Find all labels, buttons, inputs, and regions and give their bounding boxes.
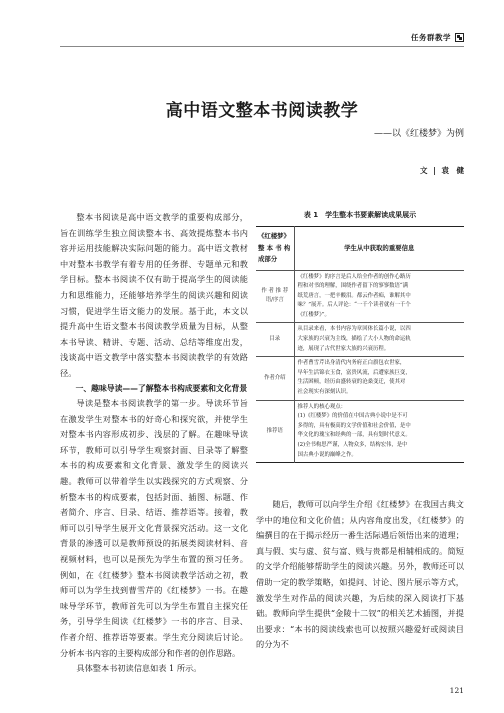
article-author: 文 | 袁 健 (420, 166, 464, 175)
table-row-info: 从目录来看，本书内容为章回体长篇小说，以四 大家族的兴衰为主线，描绘了大小人物的命运轨 迹，展现了古代世家大族的兴衰历程。 (294, 323, 464, 357)
body-paragraph: 整本书阅读是高中语文教学的重要构成部分，旨在训练学生独立阅读整本书、高效提炼整本书内容并运用技能解决实际问题的能力。高中语文教材中对整本书教学有着专用的任务群、专题单元和教学目标。整本书阅读不仅有助于提高学生的阅读能力和思维能力，还能够培养学生的阅读兴趣和阅读习惯，促进学生语文能力的发展。基于此，本文以提升高中生语文整本书阅读教学质量为目标，从整本书导读、精讲、专题、活动、总结等维度出发，浅谈高中语文教学中落实整本书阅读教学的有效路径。 (60, 212, 248, 378)
table-row (256, 357, 464, 400)
table-row-label: 作者介绍 (256, 357, 294, 400)
table-row (256, 400, 464, 463)
header-divider (60, 46, 464, 47)
table-row-info: 作者曹雪芹出身清代内务府正白旗包衣世家， 早年生活锦衣玉食，富贵风流，后遭家族巨变， 生活困顿，经历由盛转衰的沧桑变迁，使其对 社会现实有深刻认识。 (294, 357, 464, 400)
table-header-row (256, 227, 464, 271)
article-subtitle: ——以《红楼梦》为例 (373, 129, 464, 139)
table-row-label: 目录 (256, 323, 294, 357)
table-row-label: 作 者 推 荐 语/序言 (256, 270, 294, 323)
body-paragraph: 具体整本书初读信息如表 1 所示。 (76, 663, 202, 674)
section-heading: 一、趣味导读——了解整本书构成要素和文化背景 (75, 383, 248, 393)
table-header-left: 《红楼梦》 整 本 书 构 成部分 (256, 227, 294, 271)
body-paragraph: 导读是整本书阅读教学的第一步。导读环节旨在激发学生对整本书的好奇心和探究欲，并使学生对整本书内容形成初步、浅层的了解。在趣味导读环节，教师可以引导学生观察封面、目录等了解整本书的构成要素和文化背景、激发学生的阅读兴趣。教师可以带着学生以实践探究的方式观察、分析整本书的构成要素，包括封面、插图、标题、作者简介、序言、目录、结语、推荐语等。接着，教师可以引导学生展开文化背景探究活动。这一文化背景的渗透可以是教师预设的拓展类阅读材料、音视频材料，也可以是预先为学生布置的预习任务。例如，在《红楼梦》整本书阅读教学活动之初，教师可以为学生找到曹雪芹的《红楼梦》一书。在趣味导学环节，教师首先可以为学生布置自主探究任务，引导学生阅读《红楼梦》一书的序言、目录、作者介绍、推荐语等要素。学生充分阅读后讨论。分析本书内容的主要构成部分和作者的创作思路。 (60, 398, 248, 658)
table-row-info: 《红楼梦》的序言是后人给全作者的创作心路历 程和对书的理解，围绕作者留下的寥寥数语“满 纸荒唐言，一把辛酸泪。都云作者痴，谁解其中 味？”展开。后人评论：“一千个读者就有一千个 《红楼梦》”。 (294, 270, 464, 323)
section-label: 任务群教学 (411, 33, 451, 42)
left-column (60, 210, 248, 677)
right-column (256, 497, 464, 653)
book-section-icon (455, 33, 464, 42)
table-caption: 表 1 学生整本书要素解读成果展示 (303, 211, 417, 219)
article-title: 高中语文整本书阅读教学 (165, 101, 359, 121)
page-number: 121 (449, 686, 464, 695)
body-paragraph: 随后，教师可以向学生介绍《红楼梦》在我国古典文学中的地位和文化价值；从内容角度出发，《红楼梦》的编撰目的在于揭示经历一番生活际遇后领悟出来的道理；真与假、实与虚、贫与富、贱与贵都是相辅相成的。简短的文学介绍能够帮助学生的阅读兴趣。另外，教师还可以借助一定的教学策略，如提问、讨论、图片展示等方式，激发学生对作品的阅读兴趣，为后续的深入阅读打下基础。教师向学生提供“金陵十二钗”的相关艺术插图，并提出要求：“本书的阅读线索也可以按照兴趣爱好或阅读目的分为不 (256, 499, 464, 650)
table-row (256, 270, 464, 323)
book-elements-table (256, 226, 464, 463)
running-header (411, 32, 464, 43)
table-row (256, 323, 464, 357)
table-row-info: 推荐人的核心观点： (1)《红楼梦》的价值在中国古典小说中是不可 多得的，具有极高的文学价值和社会价值，是中 华文化的瑰宝和经典的一部，具有划时代意义。 (2)全书构思严谨，人物众多，结构宏伟，是中 国古典小说的巅峰之作。 (294, 400, 464, 463)
table-row-label: 推荐语 (256, 400, 294, 463)
table-header-right: 学生从中获取的重要信息 (294, 227, 464, 271)
